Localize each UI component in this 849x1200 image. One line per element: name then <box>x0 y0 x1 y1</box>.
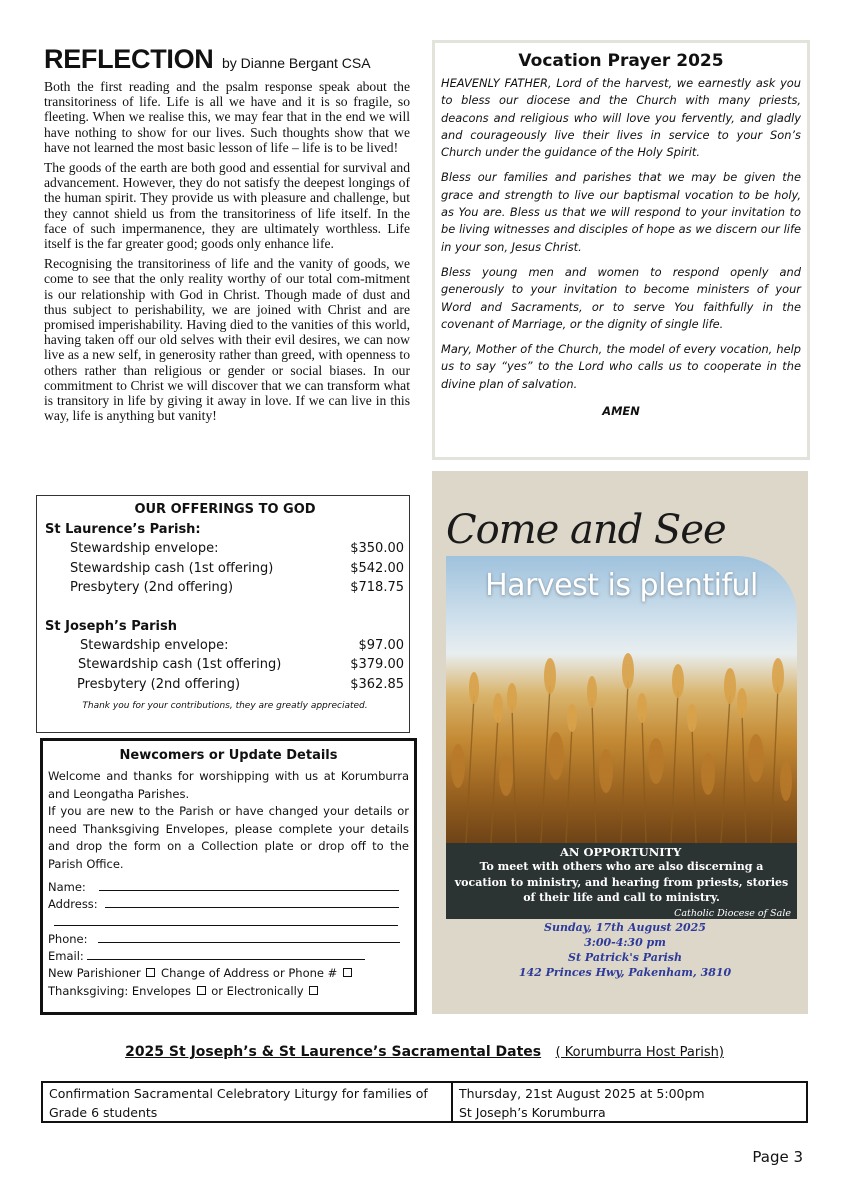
offering-row <box>45 655 405 675</box>
offering-label: Presbytery (2nd offering) <box>70 580 234 595</box>
offering-amount: $379.00 <box>350 657 404 672</box>
reflection-article <box>44 44 410 428</box>
vocation-prayer-title: Vocation Prayer 2025 <box>518 51 724 71</box>
reflection-paragraph: The goods of the earth are both good and essential for survival and advancement. However, they do not satisfy the deepest longings of the human spirit. They provide us with pleasure and challenge, but they cannot shield us from the transitoriness of life itself. In the face of such impermanence, they are ultimately worthless. Life itself is the far greater good; goods only enhance life. <box>44 160 410 252</box>
reflection-heading <box>44 44 410 79</box>
sacramental-dates-title: 2025 St Joseph’s & St Laurence’s Sacramental Dates <box>125 1044 542 1060</box>
envelopes-checkbox[interactable] <box>197 986 206 995</box>
address-field-2[interactable] <box>48 914 409 931</box>
poster-time: 3:00-4:30 pm <box>584 936 666 949</box>
change-address-label: Change of Address or Phone # <box>161 966 338 981</box>
electronically-label: or Electronically <box>211 983 304 998</box>
reflection-paragraph: Recognising the transitoriness of life and the vanity of goods, we come to see that the only reality worthy of our total com-mitment is our relationship with God in Christ. Though made of dust and thus subject to perishability, we are joined with Christ and are promised imperishability. Having died to the vanities of this world, having taken off our old selves with their evil desires, we can now live as a new self, in generosity rather than greed, with openness to others rather than religious or gender or social biases. In our commitment to Christ we will discover that we can transform what is transitory in life by giving it away in love. If we can live in this way, life is anything but vanity! <box>44 256 410 424</box>
sacramental-dates-heading <box>0 1044 849 1060</box>
poster-event-details <box>432 920 808 980</box>
parish-name: St Joseph’s Parish <box>45 618 177 634</box>
offerings-title: OUR OFFERINGS TO GOD <box>134 502 316 517</box>
phone-line[interactable] <box>98 932 400 943</box>
vocation-prayer-box <box>432 40 810 460</box>
table-cell-event: Confirmation Sacramental Celebratory Liturgy for families of Grade 6 students <box>43 1083 453 1121</box>
offerings-box <box>36 495 410 733</box>
spacer <box>45 598 405 617</box>
address-field[interactable] <box>48 896 409 913</box>
new-parishioner-label: New Parishioner <box>48 966 141 981</box>
reflection-title: REFLECTION <box>44 44 214 74</box>
email-line[interactable] <box>87 949 365 960</box>
come-and-see-poster <box>432 471 808 1014</box>
offering-row <box>45 675 405 695</box>
offering-label: Stewardship cash (1st offering) <box>78 657 282 672</box>
phone-label: Phone: <box>48 931 88 946</box>
email-field[interactable] <box>48 948 409 965</box>
name-field[interactable] <box>48 879 409 896</box>
newcomers-form <box>40 738 417 1015</box>
offering-amount: $97.00 <box>358 637 404 653</box>
poster-date: Sunday, 17th August 2025 <box>544 921 706 934</box>
poster-opportunity: AN OPPORTUNITY <box>560 845 682 859</box>
phone-field[interactable] <box>48 931 409 948</box>
offering-row <box>45 539 405 559</box>
event-datetime: Thursday, 21st August 2025 at 5:00pm <box>459 1086 705 1101</box>
address-line[interactable] <box>105 897 399 908</box>
prayer-amen: AMEN <box>602 404 640 419</box>
poster-venue: St Patrick's Parish <box>568 951 682 964</box>
address-label: Address: <box>48 897 98 912</box>
parish-name: St Laurence’s Parish: <box>45 522 201 537</box>
offering-row <box>45 636 405 656</box>
offering-row <box>45 578 405 598</box>
wheat-field-image <box>446 556 797 843</box>
address-line-2[interactable] <box>54 915 398 926</box>
event-location: St Joseph’s Korumburra <box>459 1104 606 1120</box>
offering-amount: $350.00 <box>350 541 404 556</box>
newcomers-title: Newcomers or Update Details <box>119 748 338 763</box>
reflection-paragraph: Both the first reading and the psalm response speak about the transitoriness of life. Life is all we have and it is so fragile, so fleeting. When we realise this, we may fear that in the end we will have nothing to show for our lives. Such thoughts show that we have not learned the most basic lesson of life – life is to be lived! <box>44 79 410 155</box>
change-address-checkbox[interactable] <box>343 968 352 977</box>
poster-address: 142 Princes Hwy, Pakenham, 3810 <box>518 966 732 979</box>
offering-label: Presbytery (2nd offering) <box>77 676 241 692</box>
reflection-byline: by Dianne Bergant CSA <box>221 55 371 71</box>
prayer-paragraph: Bless young men and women to respond openly and generously to your invitation to become ministers of your Word and Sacraments, or to serve You faithfully in the covenant of Marriage, or the dignity of single life. <box>441 264 801 331</box>
prayer-paragraph: HEAVENLY FATHER, Lord of the harvest, we earnestly ask you to bless our diocese and the Church with many priests, deacons and religious who will love you fervently, and gladly and courageously live their lives in service to your Son’s Church under the guidance of the Holy Spirit. <box>441 76 801 160</box>
poster-info-band <box>446 843 797 919</box>
offerings-thanks: Thank you for your contributions, they are greatly appreciated. <box>82 701 368 711</box>
name-line[interactable] <box>99 880 399 891</box>
parishioner-options <box>48 965 409 982</box>
offering-label: Stewardship envelope: <box>80 637 229 653</box>
offering-amount: $362.85 <box>350 676 404 692</box>
email-label: Email: <box>48 949 84 964</box>
offering-amount: $542.00 <box>350 560 404 576</box>
sacramental-dates-table <box>41 1081 808 1123</box>
prayer-paragraph: Bless our families and parishes that we may be given the grace and strength to live our baptismal vocation to be holy, as You are. Bless us that we will respond to your invitation to be living witnesses and disciples of hope as we discern our life in your son, Jesus Christ. <box>441 170 801 254</box>
thanksgiving-options <box>48 983 409 1000</box>
offering-label: Stewardship cash (1st offering) <box>70 560 274 576</box>
thanksgiving-label: Thanksgiving: Envelopes <box>48 983 191 998</box>
poster-description: To meet with others who are also discerning a vocation to ministry, and hearing from priests, stories of their life and call to ministry. <box>454 860 789 904</box>
poster-diocese: Catholic Diocese of Sale <box>674 907 791 919</box>
offering-label: Stewardship envelope: <box>70 541 219 556</box>
table-cell-when <box>453 1083 806 1121</box>
page-number: Page 3 <box>752 1148 803 1166</box>
newcomers-welcome: Welcome and thanks for worshipping with us at Korumburra and Leongatha Parishes. <box>48 769 409 801</box>
electronically-checkbox[interactable] <box>309 986 318 995</box>
new-parishioner-checkbox[interactable] <box>146 968 155 977</box>
name-label: Name: <box>48 880 86 894</box>
newcomers-instructions: If you are new to the Parish or have changed your details or need Thanksgiving Envelopes, please complete your details and drop the form on a Collection plate or drop off to the Parish Office. <box>48 804 409 871</box>
prayer-paragraph: Mary, Mother of the Church, the model of every vocation, help us to say “yes” to the Lord who calls us to cooperate in the divine plan of salvation. <box>441 342 801 391</box>
poster-title: Come and See <box>446 507 726 553</box>
offering-row <box>45 559 405 579</box>
sacramental-host-parish: ( Korumburra Host Parish) <box>555 1045 724 1060</box>
offering-amount: $718.75 <box>350 580 404 595</box>
poster-headline: Harvest is plentiful <box>485 568 758 603</box>
